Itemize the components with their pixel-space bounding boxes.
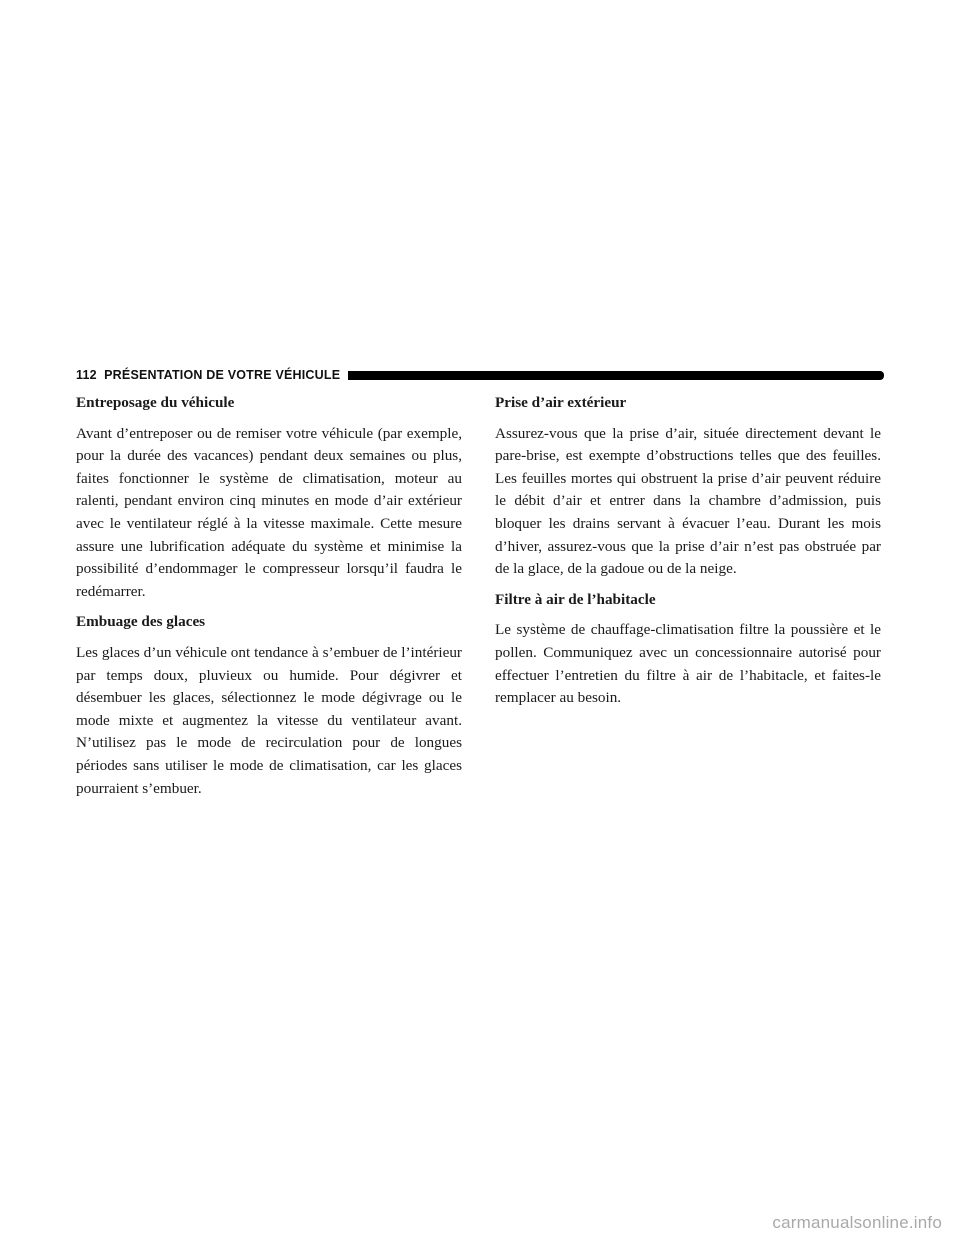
section-title-fogging: Embuage des glaces bbox=[76, 613, 206, 631]
section-body-air-intake: Assurez-vous que la prise d’air, située directement devant le pare-brise, est exempte d’obstructions telles que des feuilles. Les feuilles mortes qui obstruent la prise d’air peuvent réduire le débit d’air et entrer dans la chambre d’admission, puis bloquer les drains servant à évacuer l’eau. Durant les mois d’hiver, assurez-vous que la prise d’air n’est pas obstruée par de la glace, de la gadoue ou de la neige. bbox=[495, 424, 881, 578]
section-body-storage: Avant d’entreposer ou de remiser votre véhicule (par exemple, pour la durée des vacances) pendant deux semaines ou plus, faites fonctionner le système de climatisation, moteur au ralenti, pendant environ cinq minutes en mode d’air extérieur avec le ventilateur réglé à la vitesse maximale. Cette mesure assure une lubrification adéquate du système et minimise la possibilité d’endommager le compresseur lorsqu’il faudra le redémarrer. bbox=[76, 424, 462, 600]
watermark: carmanualsonline.info bbox=[772, 1213, 942, 1232]
section-body-fogging: Les glaces d’un véhicule ont tendance à s’embuer de l’intérieur par temps doux, pluvieux ou humide. Pour dégivrer et désembuer les glaces, sélectionnez le mode dégivrage ou le mode mixte et augmentez la vitesse du ventilateur avant. N’utilisez pas le mode de recirculation pour de longues périodes sans utiliser le mode de climatisation, car les glaces pourraient s’embuer. bbox=[76, 643, 462, 797]
left-column bbox=[76, 392, 462, 808]
chapter-title: PRÉSENTATION DE VOTRE VÉHICULE bbox=[104, 368, 341, 382]
page-number: 112 bbox=[76, 368, 97, 382]
right-column bbox=[495, 392, 881, 718]
section-body-cabin-filter: Le système de chauffage-climatisation filtre la poussière et le pollen. Communiquez avec un concessionnaire autorisé pour effectuer l’entretien du filtre à air de l’habitacle, et faites-le remplacer au besoin. bbox=[495, 621, 881, 707]
header-rule bbox=[348, 371, 884, 380]
header-text bbox=[76, 368, 340, 382]
page-header bbox=[76, 366, 884, 384]
section-title-cabin-filter: Filtre à air de l’habitacle bbox=[495, 590, 656, 608]
section-title-storage: Entreposage du véhicule bbox=[76, 394, 235, 411]
section-title-air-intake: Prise d’air extérieur bbox=[495, 394, 627, 411]
